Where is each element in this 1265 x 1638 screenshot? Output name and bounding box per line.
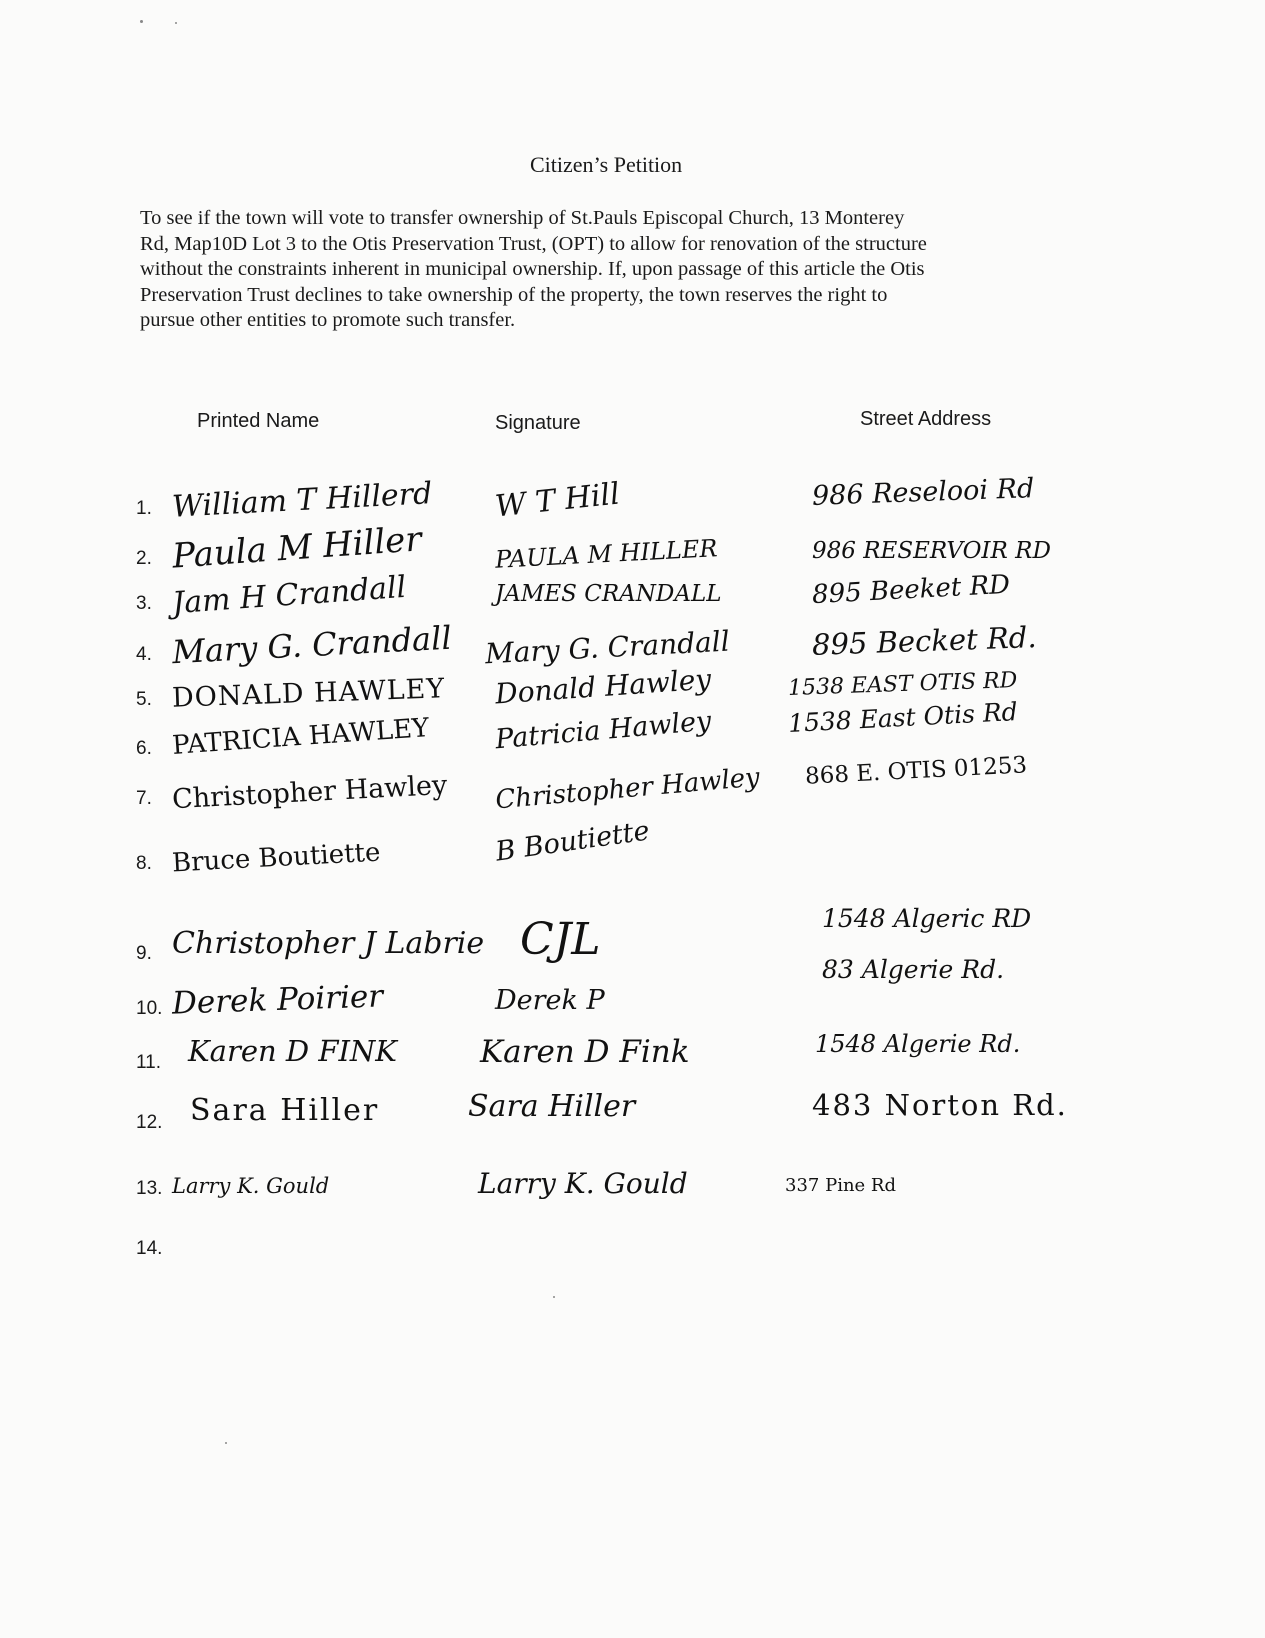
column-header-printed-name: Printed Name [197,410,320,432]
handwritten-name: Mary G. Crandall [171,618,453,672]
handwritten-name: Derek Poirier [171,978,384,1022]
handwritten-name: Sara Hiller [190,1093,380,1128]
handwritten-address: 1538 East Otis Rd [787,697,1019,738]
row-number: 14. [136,1238,163,1259]
row-number: 4. [136,644,152,665]
scan-speck [553,1296,555,1298]
handwritten-signature: Larry K. Gould [478,1167,688,1200]
handwritten-signature: Karen D Fink [480,1034,690,1070]
handwritten-address: 483 Norton Rd. [812,1088,1068,1122]
handwritten-name: Karen D FINK [188,1034,397,1068]
signature-row [0,1140,1265,1200]
column-header-signature: Signature [495,412,581,434]
handwritten-address: 868 E. OTIS 01253 [804,752,1028,790]
handwritten-name: Jam H Crandall [171,569,408,622]
handwritten-address: 83 Algerie Rd. [822,955,1005,984]
row-number: 2. [136,548,152,569]
scan-speck [225,1442,227,1444]
handwritten-name: William T Hillerd [171,476,434,525]
handwritten-name: DONALD HAWLEY [171,673,446,714]
signature-row [0,1200,1265,1260]
row-number: 10. [136,998,163,1019]
row-number: 1. [136,498,152,519]
article-line: without the constraints inherent in municipal ownership. If, upon passage of this article the Otis [140,258,925,280]
handwritten-signature: PAULA M HILLER [494,534,719,574]
signature-row [0,750,1265,816]
signature-row [0,1074,1265,1134]
article-line: Preservation Trust declines to take ownership of the property, the town reserves the right to [140,283,888,306]
handwritten-signature: Mary G. Crandall [484,624,731,671]
handwritten-address: 895 Beeket RD [811,569,1011,611]
row-number: 12. [136,1112,163,1133]
handwritten-address: 337 Pine Rd [785,1175,896,1196]
handwritten-signature: Christopher Hawley [494,762,761,816]
row-number: 11. [136,1052,162,1073]
handwritten-address: 1548 Algerie Rd. [815,1030,1021,1058]
handwritten-address: 1548 Algeric RD [822,904,1032,933]
scan-speck [175,22,177,24]
handwritten-signature: Derek P [495,985,605,1016]
handwritten-name: Larry K. Gould [172,1174,330,1198]
article-line: To see if the town will vote to transfer ownership of St.Pauls Episcopal Church, 13 Monterey [140,207,905,229]
row-number: 13. [136,1178,163,1199]
handwritten-name: Paula M Hiller [170,519,423,577]
handwritten-address: 1538 EAST OTIS RD [787,668,1018,701]
article-line: pursue other entities to promote such transfer. [140,309,516,331]
signature-row [0,955,1265,1022]
row-number: 3. [136,593,152,614]
column-header-street-address: Street Address [860,408,992,430]
handwritten-address: 986 Reselooi Rd [811,473,1035,512]
article-line: Rd, Map10D Lot 3 to the Otis Preservation Trust, (OPT) to allow for renovation of the structure [140,232,927,255]
handwritten-signature: CJL [520,914,601,965]
handwritten-signature: Donald Hawley [494,662,713,711]
handwritten-name: Bruce Boutiette [171,837,382,879]
handwritten-signature: Patricia Hawley [494,705,713,756]
handwritten-signature: B Boutiette [493,815,652,868]
row-number: 5. [136,689,152,710]
handwritten-address: 986 RESERVOIR RD [812,538,1051,564]
signature-row [0,815,1265,879]
page-title: Citizen’s Petition [530,152,683,177]
handwritten-signature: Sara Hiller [468,1089,636,1124]
row-number: 8. [136,853,152,874]
handwritten-signature: W T Hill [493,476,622,525]
row-number: 9. [136,943,152,964]
signature-row [0,905,1265,965]
row-number: 7. [136,788,152,809]
row-number: 6. [136,738,152,759]
article-text [140,206,1100,334]
scan-speck [140,20,143,23]
handwritten-name: Christopher J Labrie [172,926,485,961]
handwritten-signature: JAMES CRANDALL [495,581,722,607]
handwritten-name: Christopher Hawley [171,769,448,816]
signature-row [0,1014,1265,1074]
handwritten-name: PATRICIA HAWLEY [171,713,431,761]
handwritten-address: 895 Becket Rd. [811,620,1038,662]
